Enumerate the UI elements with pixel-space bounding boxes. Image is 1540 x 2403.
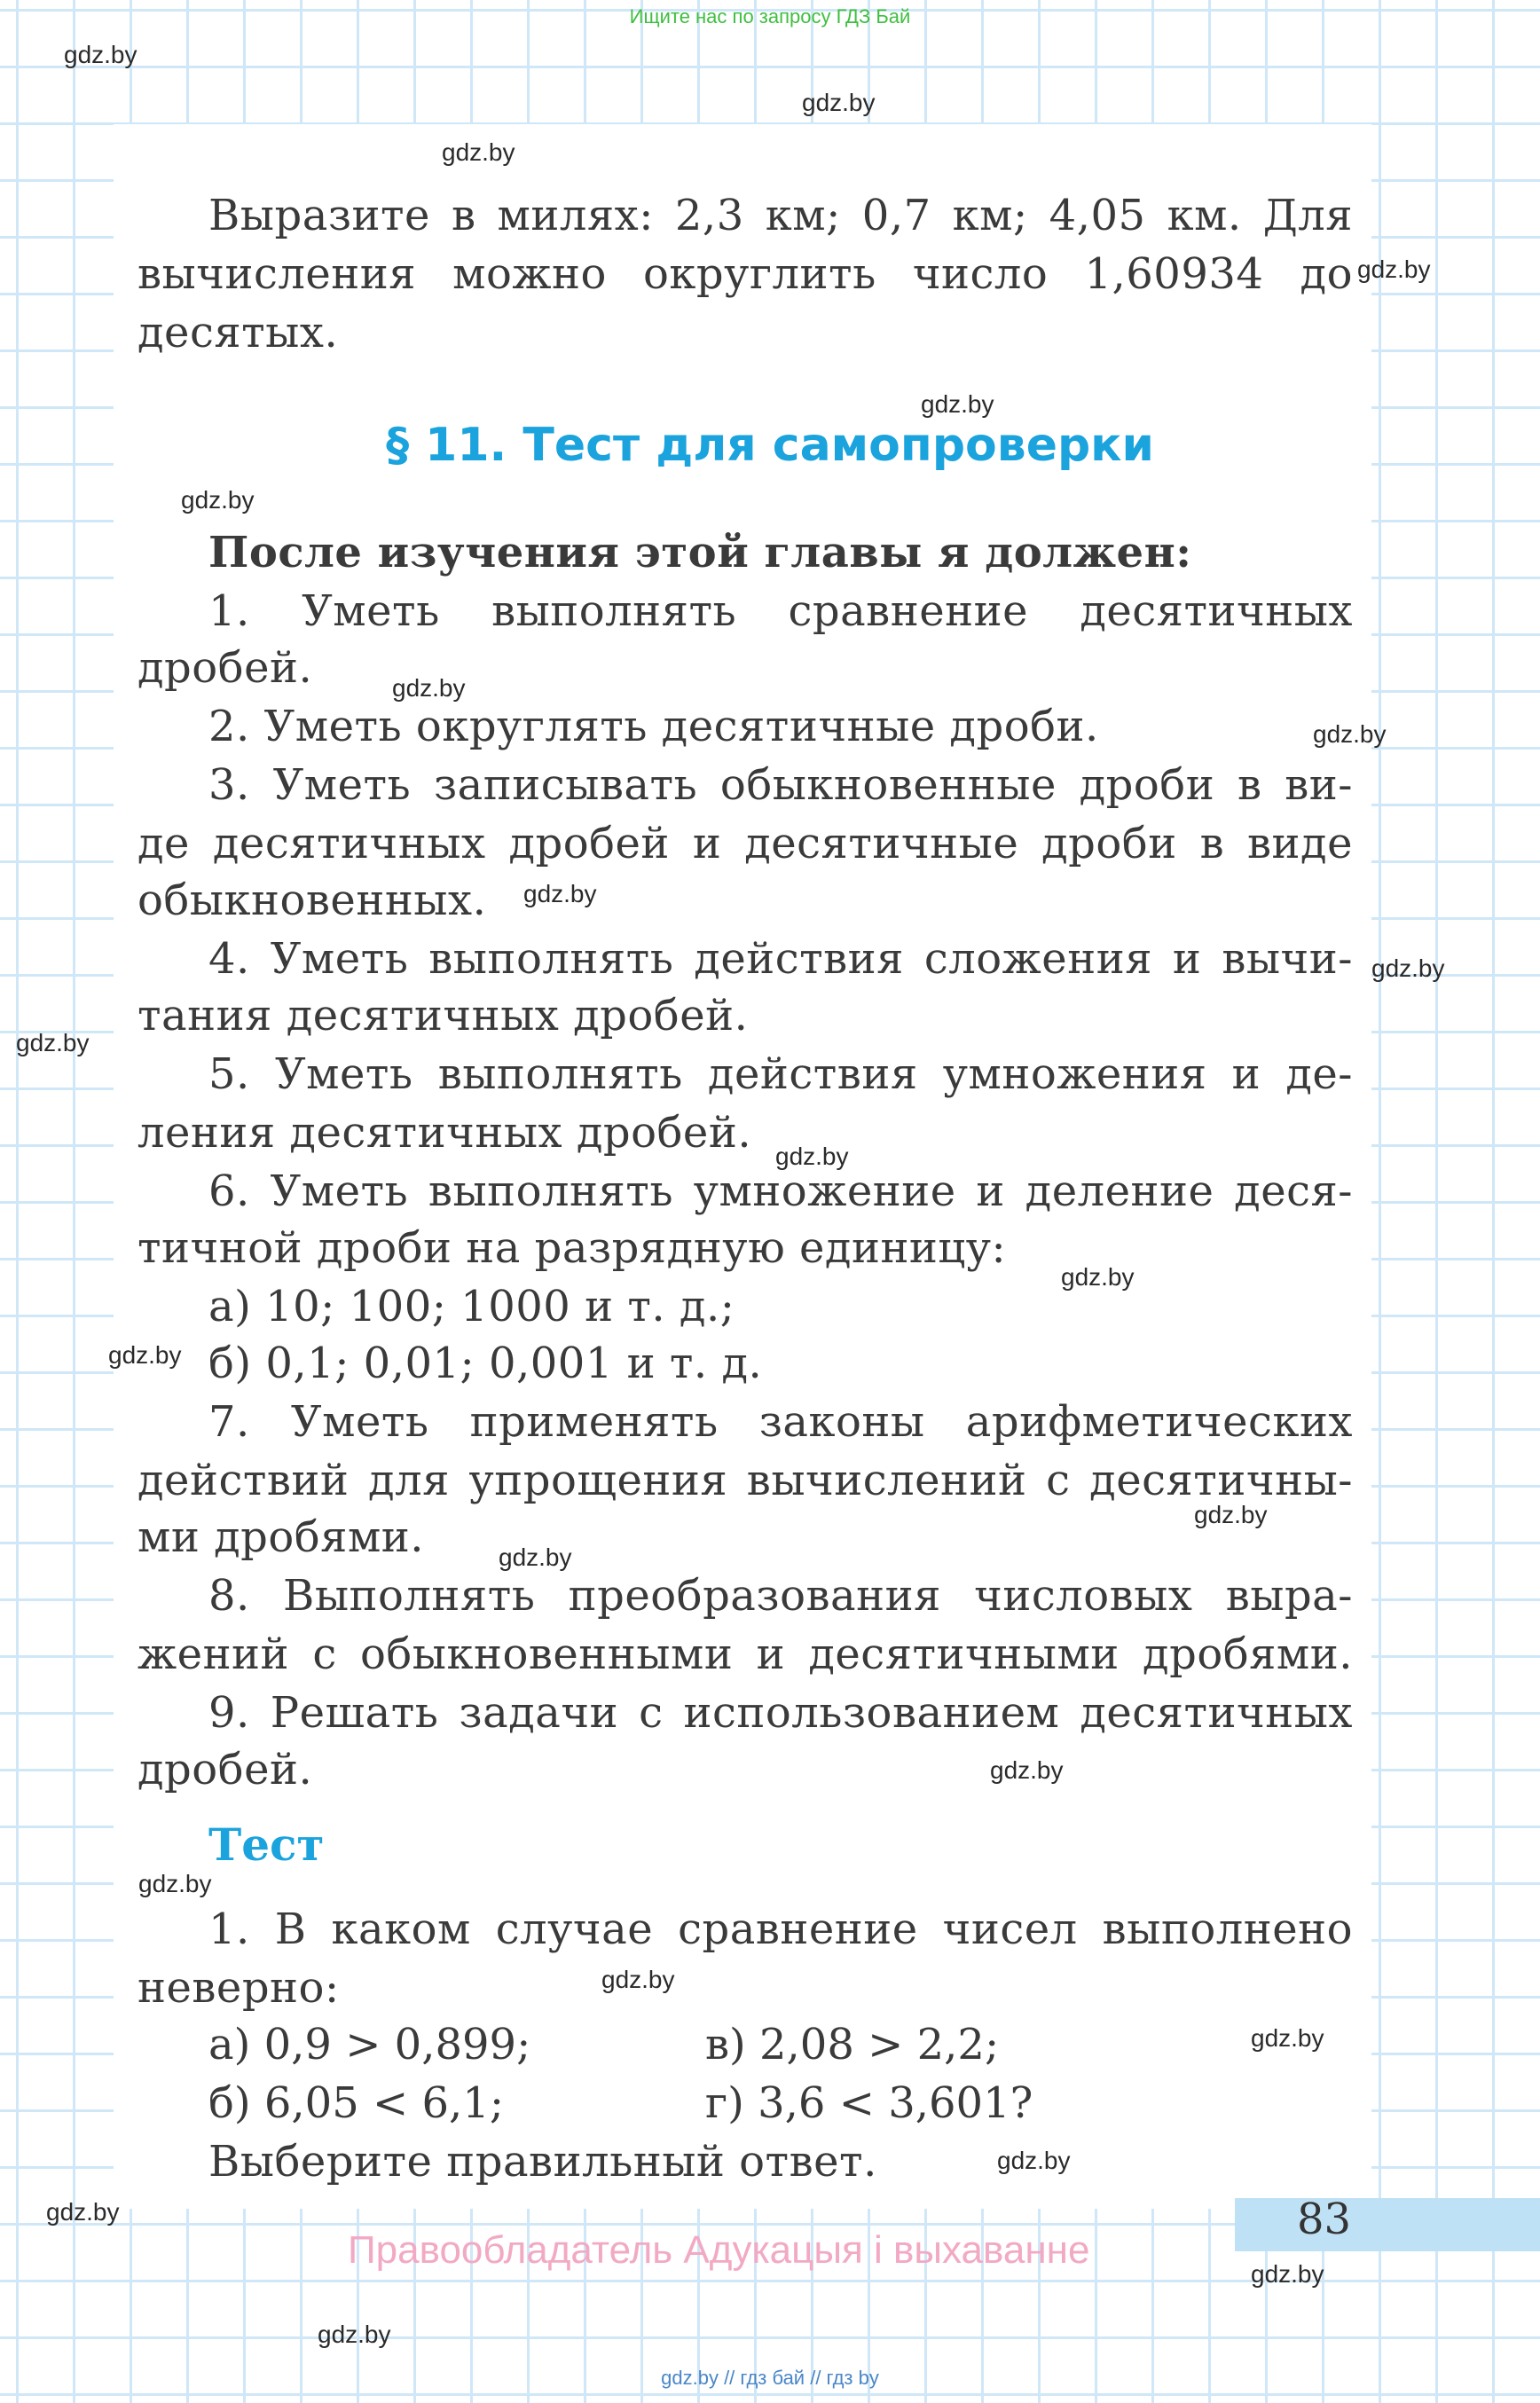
intro-line-3: десятых. [138,308,339,357]
goal-line: дробей. [138,643,313,693]
goal-line: а) 10; 100; 1000 и т. д.; [208,1282,735,1331]
intro-line-2: вычисления можно округлить число 1,60934 до [138,249,1353,299]
section-heading: § 11. Тест для самопроверки [386,419,1154,472]
watermark: gdz.by [46,2198,120,2226]
goal-line: тичной дроби на разрядную единицу: [138,1223,1007,1273]
watermark: gdz.by [442,138,515,166]
watermark: gdz.by [775,1143,849,1170]
watermark: gdz.by [499,1543,572,1571]
watermark: gdz.by [523,880,597,907]
instruction: Выберите правильный ответ. [208,2137,877,2187]
option-v: в) 2,08 > 2,2; [705,2020,1000,2069]
page-number-strip [1235,2198,1540,2251]
watermark: gdz.by [392,674,466,702]
watermark: gdz.by [921,390,994,418]
watermark: gdz.by [1357,255,1431,283]
option-a: а) 0,9 > 0,899; [208,2020,531,2069]
page-number: 83 [1297,2195,1352,2244]
option-g: г) 3,6 < 3,601? [705,2078,1033,2128]
watermark: gdz.by [1371,954,1445,982]
goal-line: 8. Выполнять преобразования числовых выра- [208,1571,1353,1621]
goal-line: действий для упрощения вычислений с десятичны- [138,1456,1353,1505]
question-line-2: неверно: [138,1963,340,2013]
goal-line: 9. Решать задачи с использованием десятичных [208,1688,1353,1738]
watermark: gdz.by [108,1341,182,1369]
watermark: gdz.by [601,1966,675,1993]
watermark: gdz.by [802,89,876,116]
goal-line: 7. Уметь применять законы арифметических [208,1397,1353,1447]
test-title: Тест [208,1818,325,1871]
watermark: gdz.by [1061,1263,1135,1291]
goal-line: обыкновенных. [138,876,487,925]
watermark: gdz.by [64,41,138,68]
goal-line: жений с обыкновенными и десятичными дробями. [138,1629,1353,1679]
goal-line: 4. Уметь выполнять действия сложения и вычи- [208,934,1353,984]
watermark: gdz.by [1251,2260,1324,2288]
goal-line: тания десятичных дробей. [138,991,749,1041]
goals-title: После изучения этой главы я должен: [208,528,1192,577]
goal-line: ми дробями. [138,1512,425,1562]
watermark: gdz.by [997,2147,1071,2174]
watermark: gdz.by [181,486,255,514]
watermark: gdz.by [1251,2024,1324,2052]
copyright-notice: Правообладатель Адукацыя і выхаванне [348,2228,1090,2272]
goal-line: 6. Уметь выполнять умножение и деление деся- [208,1166,1353,1216]
option-b: б) 6,05 < 6,1; [208,2078,504,2128]
watermark: gdz.by [138,1870,212,1897]
watermark: gdz.by [16,1029,90,1056]
goal-line: 2. Уметь округлять десятичные дроби. [208,702,1099,751]
watermark: gdz.by [318,2321,391,2348]
top-banner[interactable]: Ищите нас по запросу ГДЗ Бай [629,5,911,27]
goal-line: де десятичных дробей и десятичные дроби в виде [138,819,1353,868]
options-row-2 [0,2074,1540,2132]
question-line-1: 1. В каком случае сравнение чисел выполнено [208,1904,1353,1954]
intro-line-1: Выразите в милях: 2,3 км; 0,7 км; 4,05 км. Для [208,191,1353,240]
goal-line: дробей. [138,1745,313,1794]
goal-line: 1. Уметь выполнять сравнение десятичных [208,586,1353,636]
watermark: gdz.by [990,1756,1064,1784]
goal-line: б) 0,1; 0,01; 0,001 и т. д. [208,1339,763,1388]
bottom-banner[interactable]: gdz.by // гдз бай // гдз by [661,2367,879,2389]
watermark: gdz.by [1194,1501,1268,1528]
goal-line: ления десятичных дробей. [138,1108,752,1158]
watermark: gdz.by [1313,720,1387,748]
goal-line: 5. Уметь выполнять действия умножения и де- [208,1049,1353,1099]
goal-line: 3. Уметь записывать обыкновенные дроби в ви- [208,760,1353,810]
